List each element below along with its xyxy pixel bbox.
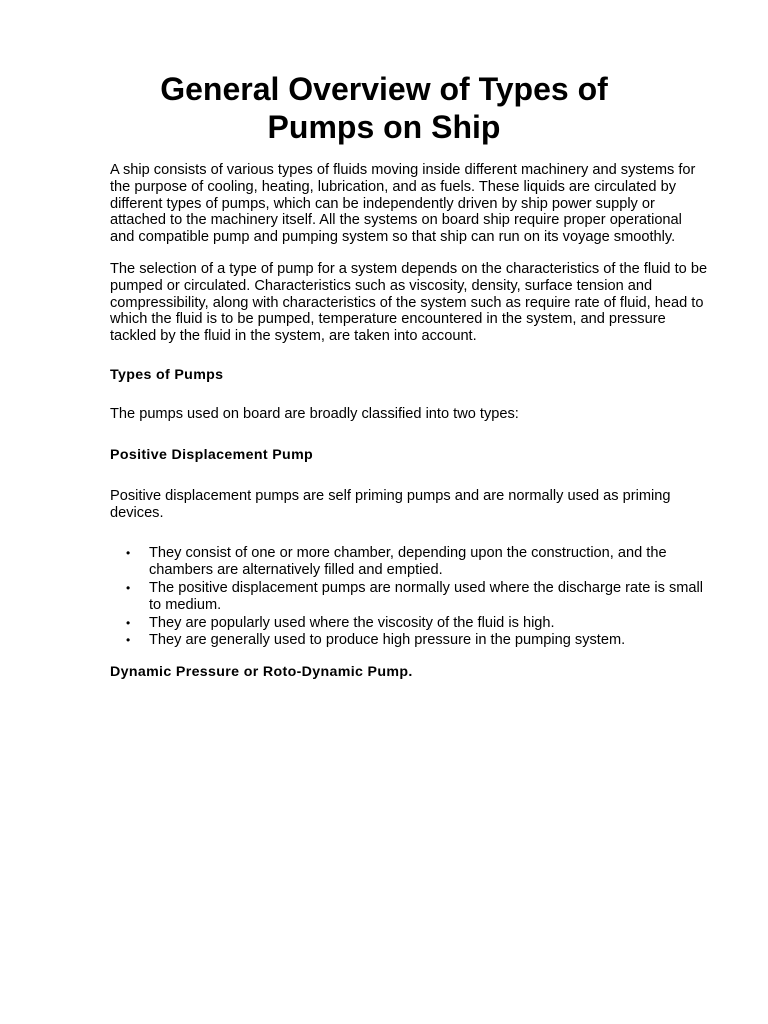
selection-paragraph: The selection of a type of pump for a system depends on the characteristics of the fluid to be pumped or circulated. Characteristics such as viscosity, density, surface tension and compressibility, along with characteristics of the system such as require rate of fluid, head to which the fluid is to be pumped, temperature encountered in the system, and pressure tackled by the fluid in the system, are taken into account. bbox=[110, 260, 708, 345]
title-line-2: Pumps on Ship bbox=[267, 109, 501, 145]
bullet-item bbox=[110, 580, 710, 614]
bullet-text: They consist of one or more chamber, depending upon the construction, and the chambers are alternatively filled and emptied. bbox=[149, 545, 667, 579]
bullet-icon: • bbox=[126, 633, 131, 648]
bullet-item bbox=[110, 632, 710, 649]
bullet-text: They are generally used to produce high pressure in the pumping system. bbox=[149, 632, 626, 649]
bullet-icon: • bbox=[126, 580, 131, 595]
positive-displacement-paragraph: Positive displacement pumps are self priming pumps and are normally used as priming devices. bbox=[110, 487, 671, 521]
bullet-icon: • bbox=[126, 615, 131, 630]
positive-displacement-bullet-list bbox=[110, 545, 710, 649]
bullet-item bbox=[110, 615, 710, 632]
dynamic-pressure-heading: Dynamic Pressure or Roto-Dynamic Pump. bbox=[110, 664, 413, 681]
positive-displacement-heading: Positive Displacement Pump bbox=[110, 446, 314, 463]
intro-paragraph: A ship consists of various types of fluids moving inside different machinery and systems for the purpose of cooling, heating, lubrication, and as fuels. These liquids are circulated by different types of pumps, which can be independently driven by ship power supply or attached to the machinery itself. All the systems on board ship require proper operational and compatible pump and pumping system so that ship can run on its voyage smoothly. bbox=[110, 162, 696, 246]
document-title bbox=[0, 70, 768, 146]
bullet-text: The positive displacement pumps are normally used where the discharge rate is small to medium. bbox=[149, 579, 704, 613]
classification-paragraph: The pumps used on board are broadly classified into two types: bbox=[110, 405, 519, 422]
bullet-icon: • bbox=[126, 546, 131, 561]
types-of-pumps-heading: Types of Pumps bbox=[110, 366, 224, 383]
title-line-1: General Overview of Types of bbox=[160, 71, 608, 107]
bullet-text: They are popularly used where the viscosity of the fluid is high. bbox=[149, 614, 555, 631]
bullet-item bbox=[110, 545, 710, 579]
